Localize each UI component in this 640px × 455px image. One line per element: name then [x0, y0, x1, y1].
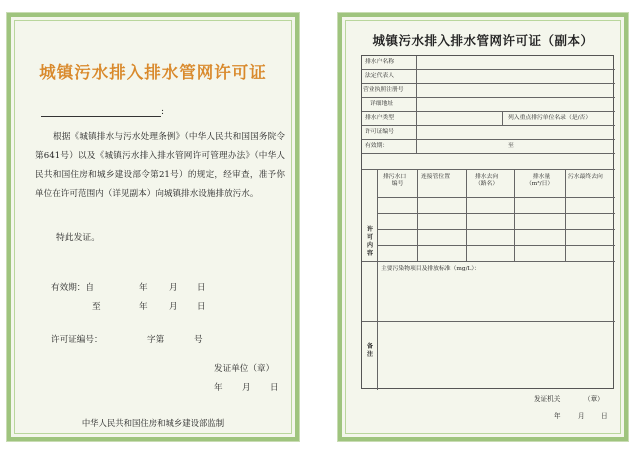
row-line: [362, 69, 615, 70]
validity-to-label: 至: [92, 302, 101, 312]
issue-day: 日: [270, 383, 279, 393]
volume-header: 排水量 （m³/日）: [526, 174, 554, 188]
address-label: 详细地址: [370, 101, 394, 107]
license-number-label: 许可证编号：: [51, 335, 103, 345]
validity-to-day: 日: [197, 302, 206, 312]
row-line: [377, 229, 615, 230]
row-line: [362, 261, 615, 262]
legal-rep-label: 法定代表人: [365, 73, 394, 79]
row-line: [362, 125, 615, 126]
key-unit-label: 列入重点排污单位名录（是/否）: [508, 115, 592, 121]
pollutants-label: 主要污染物项目及排放标准（mg/L）：: [381, 266, 481, 272]
authority-seal-label: （章）: [584, 395, 604, 403]
copy-issue-day: 日: [601, 412, 608, 420]
issuer-seal-label: 发证单位（章）: [214, 364, 275, 374]
license-copy-sheet: [338, 13, 628, 441]
col-line: [417, 169, 418, 261]
remarks-label: 备注: [366, 343, 373, 358]
row-line: [377, 197, 615, 198]
direction-header: 排水去向 （路名）: [475, 174, 499, 188]
validity-label: 有效期：自: [51, 283, 94, 293]
final-destination-header: 污水最终去向: [568, 174, 603, 180]
license-number-zi: 字第: [147, 335, 165, 345]
row-line: [362, 83, 615, 84]
validity-to-label: 至: [508, 143, 514, 149]
row-line: [362, 153, 615, 154]
license-title: 城镇污水排入排水管网许可证: [39, 63, 267, 82]
drainer-name-label: 排水户名称: [365, 59, 394, 65]
issue-statement: 特此发证。: [56, 233, 100, 243]
col-line: [514, 169, 515, 261]
permit-number-label: 许可证编号: [365, 129, 394, 135]
row-line: [362, 97, 615, 98]
copy-issue-month: 月: [578, 412, 585, 420]
col-line: [502, 111, 503, 125]
issue-month: 月: [242, 383, 251, 393]
business-license-label: 营业执照注册号: [363, 87, 404, 93]
validity-label: 有效期：: [365, 143, 389, 149]
drainer-type-label: 排水户类型: [365, 115, 394, 121]
issuing-authority-label: 发证机关: [534, 395, 561, 403]
license-number-hao: 号: [194, 335, 203, 345]
copy-issue-year: 年: [554, 412, 561, 420]
pipe-position-header: 连接管位置: [421, 174, 450, 180]
validity-from-month: 月: [169, 283, 178, 293]
col-line: [466, 169, 467, 261]
validity-to-year: 年: [139, 302, 148, 312]
license-body-text: 根据《城镇排水与污水处理条例》（中华人民共和国国务院令第641号）以及《城镇污水排入排水管网许可管理办法》（中华人民共和国住房和城乡建设部令第21号）的规定，经审查，准予你单位在许可范围内（详见副本）向城镇排水设施排放污水。: [35, 132, 285, 199]
recipient-colon: :: [161, 107, 165, 117]
issue-year: 年: [214, 383, 223, 393]
col-line: [565, 169, 566, 261]
supervisor-text: 中华人民共和国住房和城乡建设部监制: [81, 418, 225, 428]
permit-form-table: [361, 55, 614, 389]
row-line: [362, 169, 615, 170]
row-line: [377, 245, 615, 246]
recipient-blank-line: [41, 116, 161, 117]
outlet-no-header: 排污水口 编号: [383, 174, 407, 188]
permit-content-label: 许可内容: [366, 226, 373, 257]
validity-from-day: 日: [197, 283, 206, 293]
validity-from-year: 年: [139, 283, 148, 293]
row-line: [362, 139, 615, 140]
row-line: [362, 111, 615, 112]
copy-title: 城镇污水排入排水管网许可证（副本）: [372, 33, 594, 48]
col-line: [377, 169, 378, 390]
row-line: [377, 213, 615, 214]
row-line: [362, 321, 615, 322]
validity-to-month: 月: [169, 302, 178, 312]
col-line: [416, 56, 417, 153]
license-original-sheet: [7, 13, 299, 441]
